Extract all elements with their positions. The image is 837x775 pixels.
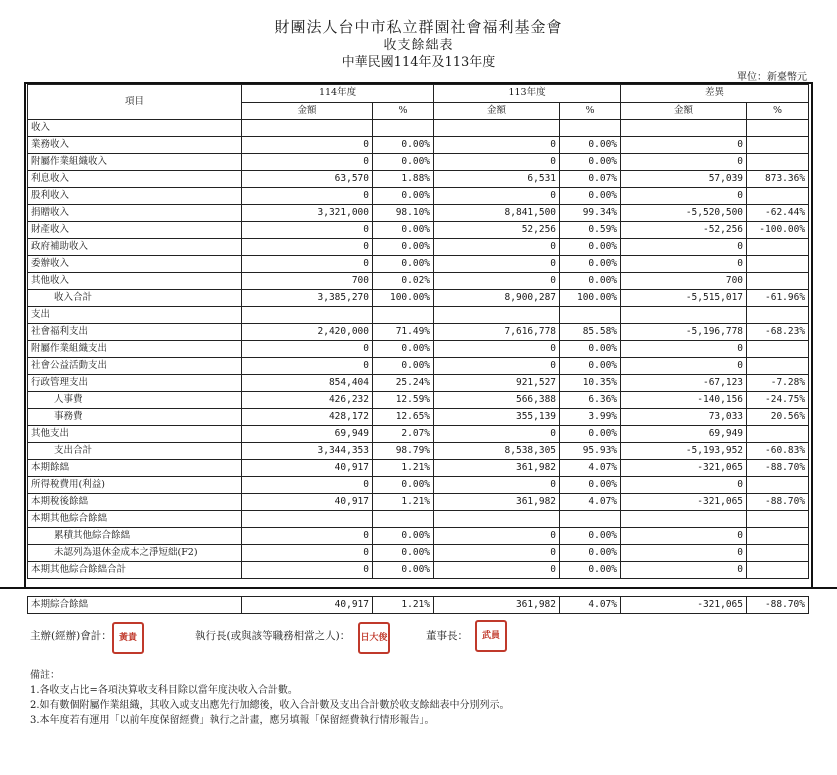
cell-amount-diff: 69,949 — [621, 426, 747, 443]
separator-line — [0, 587, 837, 589]
table-row — [28, 528, 809, 545]
table-row — [28, 494, 809, 511]
row-label: 支出合計 — [28, 443, 242, 460]
cell-amount-diff: 0 — [621, 137, 747, 154]
cell-pct-diff: -61.96% — [747, 290, 809, 307]
col-114-amount: 金額 — [242, 102, 373, 120]
cell-pct-114: 0.00% — [373, 477, 434, 494]
cell-pct-diff: -60.83% — [747, 443, 809, 460]
cell-pct-diff: -7.28% — [747, 375, 809, 392]
statement-table — [27, 84, 809, 579]
cell-amount-113: 7,616,778 — [434, 324, 560, 341]
cell-amount-114 — [242, 120, 373, 137]
row-label: 財產收入 — [28, 222, 242, 239]
cell-pct-114: 0.00% — [373, 528, 434, 545]
cell-pct-114: 12.65% — [373, 409, 434, 426]
cell-amount-diff: -5,515,017 — [621, 290, 747, 307]
cell-amount-113: 6,531 — [434, 171, 560, 188]
currency-unit: 單位：新臺幣元 — [737, 72, 807, 83]
cell-pct-diff — [747, 120, 809, 137]
cell-pct-diff: 873.36% — [747, 171, 809, 188]
row-label: 捐贈收入 — [28, 205, 242, 222]
cell-amount-114: 0 — [242, 545, 373, 562]
total-label: 本期綜合餘絀 — [28, 597, 242, 614]
row-label: 支出 — [28, 307, 242, 324]
cell-pct-113 — [560, 120, 621, 137]
row-label: 社會福利支出 — [28, 324, 242, 341]
cell-amount-113: 0 — [434, 528, 560, 545]
cell-amount-113: 0 — [434, 188, 560, 205]
row-label: 股利收入 — [28, 188, 242, 205]
cell-pct-diff — [747, 477, 809, 494]
row-label: 利息收入 — [28, 171, 242, 188]
cell-amount-114: 0 — [242, 528, 373, 545]
cell-amount-114: 63,570 — [242, 171, 373, 188]
row-label: 收入 — [28, 120, 242, 137]
cell-amount-diff — [621, 511, 747, 528]
cell-amount-114: 3,321,000 — [242, 205, 373, 222]
table-row — [28, 154, 809, 171]
cell-amount-diff: 0 — [621, 562, 747, 579]
cell-amount-114: 0 — [242, 477, 373, 494]
executive-stamp: 日大俊 — [358, 622, 390, 654]
cell-amount-113: 52,256 — [434, 222, 560, 239]
total-table — [27, 596, 809, 614]
report-header — [0, 18, 837, 71]
cell-amount-diff: 0 — [621, 545, 747, 562]
col-114-header: 114年度 — [242, 85, 434, 103]
cell-pct-diff: -88.70% — [747, 460, 809, 477]
cell-pct-114 — [373, 307, 434, 324]
chairman-label: 董事長： — [426, 630, 468, 642]
cell-pct-114 — [373, 120, 434, 137]
row-label: 社會公益活動支出 — [28, 358, 242, 375]
table-row — [28, 120, 809, 137]
cell-pct-diff — [747, 341, 809, 358]
cell-pct-diff — [747, 137, 809, 154]
cell-pct-diff — [747, 307, 809, 324]
cell-pct-114: 0.00% — [373, 562, 434, 579]
cell-pct-113: 85.58% — [560, 324, 621, 341]
cell-pct-114: 71.49% — [373, 324, 434, 341]
table-row — [28, 324, 809, 341]
cell-amount-diff — [621, 120, 747, 137]
cell-amount-114: 0 — [242, 137, 373, 154]
cell-amount-114: 0 — [242, 239, 373, 256]
table-row — [28, 341, 809, 358]
accountant-stamp: 黃貴 — [112, 622, 144, 654]
cell-pct-114: 12.59% — [373, 392, 434, 409]
cell-pct-113: 100.00% — [560, 290, 621, 307]
report-title: 收支餘絀表 — [383, 38, 454, 53]
table-row — [28, 188, 809, 205]
cell-amount-113: 0 — [434, 154, 560, 171]
cell-pct-diff — [747, 273, 809, 290]
row-label: 本期其他綜合餘絀合計 — [28, 562, 242, 579]
cell-amount-diff: -67,123 — [621, 375, 747, 392]
cell-pct-113 — [560, 307, 621, 324]
cell-amount-diff: 0 — [621, 341, 747, 358]
cell-amount-diff: 0 — [621, 188, 747, 205]
cell-pct-diff — [747, 239, 809, 256]
cell-amount-114: 700 — [242, 273, 373, 290]
cell-pct-113: 0.00% — [560, 426, 621, 443]
cell-pct-113: 0.00% — [560, 562, 621, 579]
col-item-header: 項目 — [28, 85, 242, 120]
cell-amount-113: 0 — [434, 545, 560, 562]
col-113-pct: % — [560, 102, 621, 120]
cell-pct-113: 0.59% — [560, 222, 621, 239]
cell-amount-114: 2,420,000 — [242, 324, 373, 341]
cell-pct-diff — [747, 562, 809, 579]
cell-pct-114: 0.00% — [373, 137, 434, 154]
cell-amount-113: 0 — [434, 358, 560, 375]
cell-amount-diff: -5,193,952 — [621, 443, 747, 460]
cell-pct-113: 0.00% — [560, 358, 621, 375]
cell-pct-diff — [747, 256, 809, 273]
total-amount-114: 40,917 — [242, 597, 373, 614]
row-label: 附屬作業組織收入 — [28, 154, 242, 171]
cell-pct-114: 0.00% — [373, 154, 434, 171]
cell-amount-diff: 0 — [621, 358, 747, 375]
table-row — [28, 460, 809, 477]
table-row — [28, 409, 809, 426]
table-row — [28, 358, 809, 375]
row-label: 附屬作業組織支出 — [28, 341, 242, 358]
cell-pct-114: 0.02% — [373, 273, 434, 290]
cell-amount-114: 0 — [242, 188, 373, 205]
cell-amount-113: 0 — [434, 426, 560, 443]
row-label: 累積其他綜合餘絀 — [28, 528, 242, 545]
chairman-stamp: 武員 — [475, 620, 507, 652]
cell-pct-114: 2.07% — [373, 426, 434, 443]
row-label: 未認列為退休金成本之淨短絀(F2) — [28, 545, 242, 562]
cell-pct-113: 0.00% — [560, 341, 621, 358]
total-row — [28, 597, 809, 614]
cell-pct-113: 10.35% — [560, 375, 621, 392]
cell-pct-114: 98.79% — [373, 443, 434, 460]
cell-amount-diff: 700 — [621, 273, 747, 290]
row-label: 收入合計 — [28, 290, 242, 307]
cell-amount-diff: 0 — [621, 528, 747, 545]
note-item-3: 3.本年度若有運用「以前年度保留經費」執行之計畫，應另填報「保留經費執行情形報告」。 — [30, 715, 435, 726]
cell-amount-113: 361,982 — [434, 494, 560, 511]
table-row — [28, 375, 809, 392]
cell-pct-113: 0.07% — [560, 171, 621, 188]
cell-pct-114: 1.21% — [373, 494, 434, 511]
cell-amount-diff: -5,196,778 — [621, 324, 747, 341]
cell-amount-diff: -140,156 — [621, 392, 747, 409]
executive-label: 執行長(或與該等職務相當之人)： — [195, 630, 351, 642]
cell-amount-diff: 0 — [621, 477, 747, 494]
row-label: 人事費 — [28, 392, 242, 409]
cell-amount-diff: 0 — [621, 239, 747, 256]
cell-amount-114: 69,949 — [242, 426, 373, 443]
cell-amount-114: 0 — [242, 256, 373, 273]
cell-pct-114: 0.00% — [373, 188, 434, 205]
cell-pct-114: 1.88% — [373, 171, 434, 188]
cell-pct-113: 0.00% — [560, 137, 621, 154]
cell-amount-113: 355,139 — [434, 409, 560, 426]
col-113-header: 113年度 — [434, 85, 621, 103]
total-pct-114: 1.21% — [373, 597, 434, 614]
cell-amount-114 — [242, 307, 373, 324]
cell-amount-113: 0 — [434, 239, 560, 256]
table-row — [28, 290, 809, 307]
cell-pct-114: 0.00% — [373, 222, 434, 239]
cell-pct-113: 4.07% — [560, 494, 621, 511]
cell-amount-114: 428,172 — [242, 409, 373, 426]
cell-pct-113: 0.00% — [560, 154, 621, 171]
table-row — [28, 171, 809, 188]
cell-pct-113: 6.36% — [560, 392, 621, 409]
table-row — [28, 545, 809, 562]
table-row — [28, 239, 809, 256]
cell-amount-113: 0 — [434, 562, 560, 579]
cell-amount-114: 3,344,353 — [242, 443, 373, 460]
cell-pct-113: 0.00% — [560, 188, 621, 205]
cell-amount-diff: 0 — [621, 154, 747, 171]
note-item-1: 1.各收支占比=各項決算收支科目除以當年度決收入合計數。 — [30, 685, 298, 696]
cell-pct-diff — [747, 528, 809, 545]
table-row — [28, 256, 809, 273]
table-row — [28, 137, 809, 154]
cell-amount-113: 0 — [434, 137, 560, 154]
col-diff-amount: 金額 — [621, 102, 747, 120]
cell-amount-diff: -5,520,500 — [621, 205, 747, 222]
cell-pct-113: 0.00% — [560, 477, 621, 494]
cell-amount-114: 0 — [242, 222, 373, 239]
cell-amount-114 — [242, 511, 373, 528]
cell-amount-diff: 0 — [621, 256, 747, 273]
cell-pct-114: 98.10% — [373, 205, 434, 222]
cell-pct-diff — [747, 154, 809, 171]
cell-amount-113: 8,538,305 — [434, 443, 560, 460]
cell-amount-diff: -321,065 — [621, 494, 747, 511]
cell-amount-114: 854,404 — [242, 375, 373, 392]
row-label: 政府補助收入 — [28, 239, 242, 256]
cell-pct-113: 0.00% — [560, 273, 621, 290]
notes-heading: 備註： — [30, 670, 60, 681]
cell-pct-114: 0.00% — [373, 239, 434, 256]
cell-pct-114: 0.00% — [373, 358, 434, 375]
row-label: 本期稅後餘絀 — [28, 494, 242, 511]
cell-pct-114: 0.00% — [373, 545, 434, 562]
cell-pct-diff: -62.44% — [747, 205, 809, 222]
cell-pct-114 — [373, 511, 434, 528]
cell-amount-113: 0 — [434, 273, 560, 290]
row-label: 本期其他綜合餘絀 — [28, 511, 242, 528]
row-label: 委辦收入 — [28, 256, 242, 273]
cell-pct-diff: -68.23% — [747, 324, 809, 341]
cell-pct-114: 0.00% — [373, 256, 434, 273]
cell-pct-diff — [747, 358, 809, 375]
table-row — [28, 477, 809, 494]
cell-pct-113: 0.00% — [560, 545, 621, 562]
cell-pct-113: 0.00% — [560, 528, 621, 545]
cell-pct-114: 1.21% — [373, 460, 434, 477]
col-diff-header: 差異 — [621, 85, 809, 103]
cell-amount-diff — [621, 307, 747, 324]
cell-amount-113: 361,982 — [434, 460, 560, 477]
cell-amount-113: 921,527 — [434, 375, 560, 392]
cell-pct-113: 95.93% — [560, 443, 621, 460]
table-row — [28, 222, 809, 239]
row-label: 事務費 — [28, 409, 242, 426]
cell-amount-diff: 73,033 — [621, 409, 747, 426]
cell-pct-114: 100.00% — [373, 290, 434, 307]
row-label: 本期餘絀 — [28, 460, 242, 477]
header-row-years — [28, 85, 809, 103]
row-label: 所得稅費用(利益) — [28, 477, 242, 494]
notes-section — [30, 668, 510, 728]
cell-pct-diff — [747, 188, 809, 205]
note-item-2: 2.如有數個附屬作業組織，其收入或支出應先行加總後，收入合計數及支出合計數於收支餘絀表中分別列示。 — [30, 700, 510, 711]
cell-amount-114: 0 — [242, 341, 373, 358]
table-row — [28, 307, 809, 324]
col-diff-pct: % — [747, 102, 809, 120]
cell-amount-114: 0 — [242, 358, 373, 375]
cell-pct-113: 0.00% — [560, 256, 621, 273]
accountant-label: 主辦(經辦)會計： — [30, 630, 112, 642]
cell-pct-113: 99.34% — [560, 205, 621, 222]
cell-amount-113: 566,388 — [434, 392, 560, 409]
cell-amount-113: 0 — [434, 256, 560, 273]
cell-pct-113: 3.99% — [560, 409, 621, 426]
row-label: 行政管理支出 — [28, 375, 242, 392]
cell-amount-diff: -52,256 — [621, 222, 747, 239]
cell-pct-113: 4.07% — [560, 460, 621, 477]
cell-amount-114: 40,917 — [242, 494, 373, 511]
cell-pct-diff — [747, 511, 809, 528]
cell-pct-diff — [747, 545, 809, 562]
report-period: 中華民國114年及113年度 — [341, 55, 496, 70]
cell-pct-113 — [560, 511, 621, 528]
cell-amount-114: 3,385,270 — [242, 290, 373, 307]
total-amount-113: 361,982 — [434, 597, 560, 614]
cell-amount-113: 0 — [434, 341, 560, 358]
total-pct-diff: -88.70% — [747, 597, 809, 614]
col-114-pct: % — [373, 102, 434, 120]
cell-pct-114: 0.00% — [373, 341, 434, 358]
cell-pct-114: 25.24% — [373, 375, 434, 392]
cell-pct-diff: -24.75% — [747, 392, 809, 409]
table-row — [28, 562, 809, 579]
cell-amount-113: 0 — [434, 477, 560, 494]
row-label: 其他收入 — [28, 273, 242, 290]
total-amount-diff: -321,065 — [621, 597, 747, 614]
total-pct-113: 4.07% — [560, 597, 621, 614]
org-title: 財團法人台中市私立群園社會福利基金會 — [274, 18, 563, 36]
row-label: 其他支出 — [28, 426, 242, 443]
table-row — [28, 273, 809, 290]
cell-pct-diff — [747, 426, 809, 443]
cell-amount-113: 8,900,287 — [434, 290, 560, 307]
cell-pct-diff: -100.00% — [747, 222, 809, 239]
table-row — [28, 392, 809, 409]
table-row — [28, 511, 809, 528]
cell-pct-diff: -88.70% — [747, 494, 809, 511]
cell-pct-diff: 20.56% — [747, 409, 809, 426]
table-row — [28, 205, 809, 222]
cell-amount-113 — [434, 511, 560, 528]
cell-amount-114: 0 — [242, 154, 373, 171]
cell-amount-diff: 57,039 — [621, 171, 747, 188]
row-label: 業務收入 — [28, 137, 242, 154]
cell-amount-114: 40,917 — [242, 460, 373, 477]
table-row — [28, 443, 809, 460]
cell-amount-114: 0 — [242, 562, 373, 579]
table-row — [28, 426, 809, 443]
cell-amount-114: 426,232 — [242, 392, 373, 409]
cell-amount-113 — [434, 307, 560, 324]
col-113-amount: 金額 — [434, 102, 560, 120]
cell-amount-113: 8,841,500 — [434, 205, 560, 222]
cell-amount-113 — [434, 120, 560, 137]
cell-amount-diff: -321,065 — [621, 460, 747, 477]
cell-pct-113: 0.00% — [560, 239, 621, 256]
